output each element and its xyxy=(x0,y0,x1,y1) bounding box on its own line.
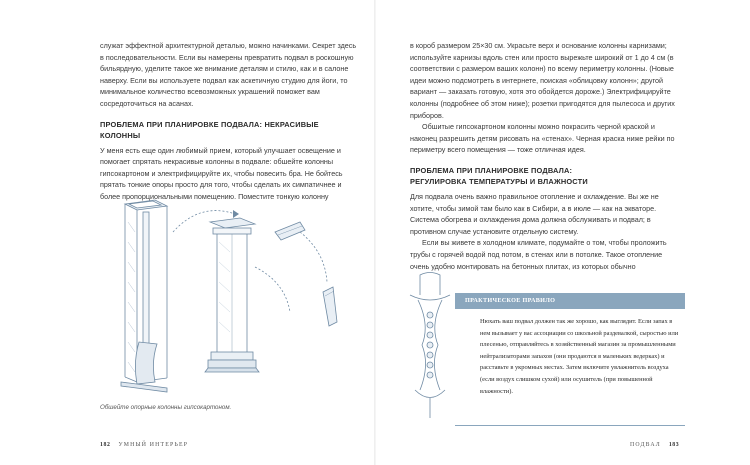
page-gutter xyxy=(374,0,376,465)
tip-text: Нюхать ваш подвал должен так же хорошо, как выглядит. Если запах в нем вызывает у вас ассоциации со школьной раздевалкой, сыростью или плесенью, отправляйтесь в хозяйственный магазин за промышленными нейтрализаторами запахов (они продаются в маленьких ведерках) и расставьте в укромных местах. Затем включите увлажнитель воздуха (если воздух слишком сухой) или осушитель (при повышенной влажности). xyxy=(480,318,679,395)
left-page-number: 182 xyxy=(100,442,111,448)
right-text-column xyxy=(410,40,676,272)
right-heading-line-2: РЕГУЛИРОВКА ТЕМПЕРАТУРЫ И ВЛАЖНОСТИ xyxy=(410,176,588,186)
right-heading-line-1: ПРОБЛЕМА ПРИ ПЛАНИРОВКЕ ПОДВАЛА: xyxy=(410,165,573,175)
right-paragraph-3: Для подвала очень важно правильное отопление и охлаждение. Вы же не хотите, чтобы зимой там было как в Сибири, а в июле — как на экваторе. Система обогрева и охлаждения дома должна обслуживать и подвал; в противном случае установите отдельную систему. xyxy=(410,191,659,236)
right-paragraph-4: Если вы живете в холодном климате, подумайте о том, чтобы проложить трубы с горячей водой под потом, в стенах или в потолке. Такое отопление очень удобно монтировать на бетонных плитах, из которых обычно xyxy=(410,238,667,271)
left-heading: ПРОБЛЕМА ПРИ ПЛАНИРОВКЕ ПОДВАЛА: НЕКРАСИВЫЕ КОЛОННЫ xyxy=(100,119,319,140)
right-footer xyxy=(630,442,679,448)
left-paragraph-1: служат эффектной архитектурной деталью, можно начинками. Секрет здесь в последовательности. Если вы намерены превратить подвал в роскошную бильярдную, уделите такое же внимание деталям и стилю, как и в салоне наверху. Если вы используете подвал как аскетичную студию для йоги, то минимальное количество всевозможных украшений поможет вам сосредоточиться на асанах. xyxy=(100,41,357,108)
right-paragraph-1: в короб размером 25×30 см. Украсьте верх и основание колонны карнизами; используйте карнизы вдоль стен или просто вырежьте широкий от 1 до 4 см (в соответствии с размером ваших колонн) по всему периметру колонны. (Новые идеи можно подсмотреть в интернете, поиская «облицовку колонн»; другой вариант — заказать готовую, хотя это обойдется дороже.) Электрифицируйте колонны (подробнее об этом ниже); розетки пригодятся для пылесоса и других приборов. xyxy=(410,41,675,120)
columns-illustration xyxy=(95,192,365,397)
tip-title: ПРАКТИЧЕСКОЕ ПРАВИЛО xyxy=(455,293,685,309)
right-heading xyxy=(410,165,676,187)
right-page-number: 183 xyxy=(668,442,680,448)
illustration-caption: Обшейте опорные колонны гипсокартоном. xyxy=(100,404,232,411)
left-paragraph-2: У меня есть еще один любимый прием, который улучшает освещение и помогает спрятать некрасивые колонны в подвале: обшейте колонны гипсокартоном и электрифицируйте их, чтобы повесить бра. Не бойтесь прятать тонкие опоры просто для того, чтобы сделать их симпатичнее и более пропорциональными помещению. Поместите тонкую колонну xyxy=(100,145,343,201)
left-text-column xyxy=(100,40,358,203)
tip-bottom-rule xyxy=(455,425,685,426)
right-paragraph-2: Обшитые гипсокартоном колонны можно покрасить черной краской и наконец разрешить детям рисовать на «стенах». Черная краска ниже рейки по периметру всего помещения — тоже отличная идея. xyxy=(410,122,675,155)
left-running-title: УМНЫЙ ИНТЕРЬЕР xyxy=(118,442,189,448)
right-running-title: ПОДВАЛ xyxy=(630,442,661,448)
left-footer xyxy=(100,442,188,448)
